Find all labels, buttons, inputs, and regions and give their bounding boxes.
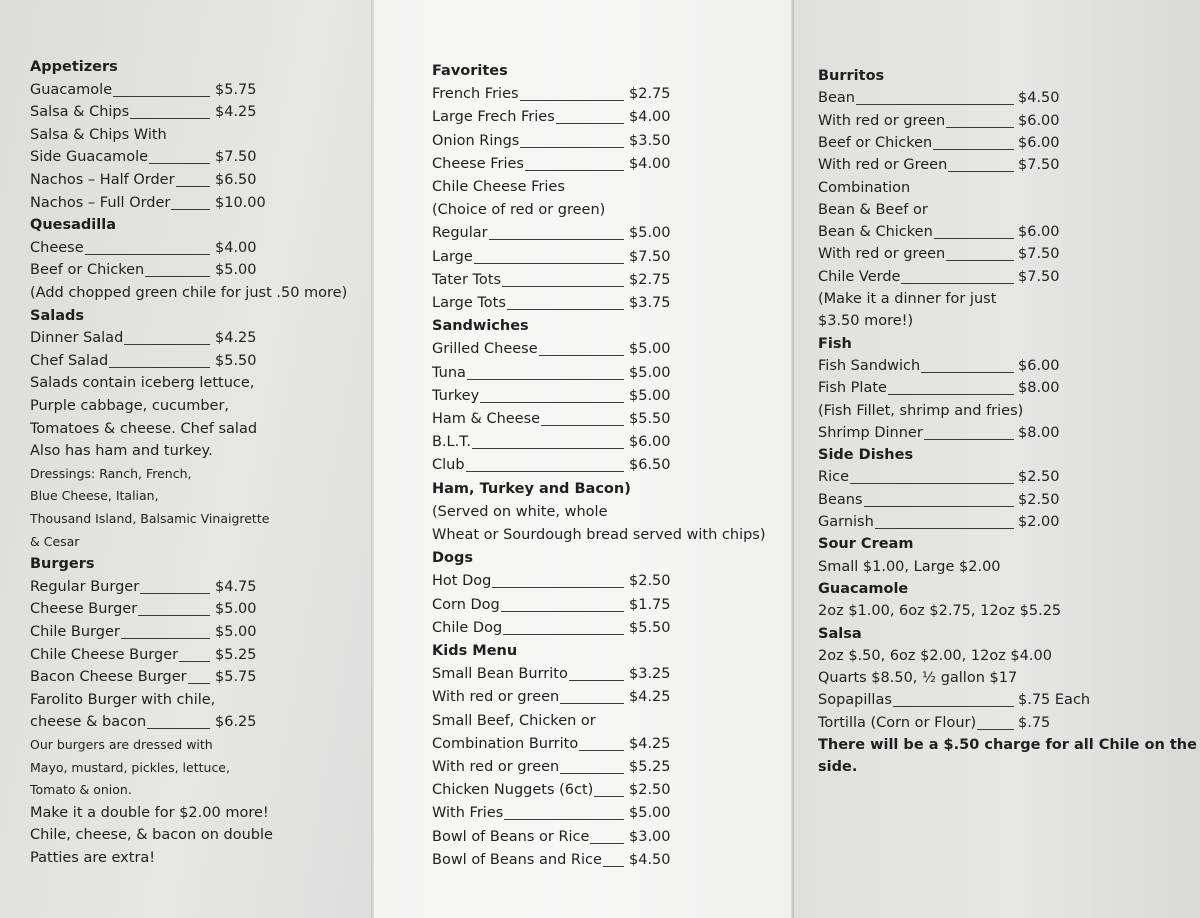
menu-line-patties-are-extra: Patties are extra! <box>30 850 156 866</box>
price-leader-line <box>569 680 624 681</box>
menu-line-beef-or-chicken: Beef or Chicken <box>30 262 145 279</box>
price-chef-salad: $5.50 <box>215 352 257 369</box>
menu-line-2oz-50-6oz-2-00-12oz-4-00: 2oz $.50, 6oz $2.00, 12oz $4.00 <box>818 647 1052 664</box>
price-garnish: $2.00 <box>1018 514 1060 530</box>
menu-line-salsa-chips-with: Salsa & Chips With <box>30 126 167 143</box>
menu-line-sopapillas: Sopapillas <box>818 692 892 709</box>
price-regular: $5.00 <box>629 225 671 242</box>
price-leader-line <box>504 819 624 820</box>
menu-line-cheese-fries: Cheese Fries <box>432 155 524 172</box>
menu-line-beans: Beans <box>818 491 863 508</box>
price-rice: $2.50 <box>1018 469 1060 486</box>
price-leader-line <box>85 254 210 255</box>
price-ham-cheese: $5.50 <box>629 411 671 427</box>
price-leader-line <box>472 448 624 449</box>
price-french-fries: $2.75 <box>629 86 671 103</box>
menu-line-regular: Regular <box>432 225 488 242</box>
price-small-bean-burrito: $3.25 <box>629 666 671 683</box>
menu-line-make-it-a-double-for-2-00-more: Make it a double for $2.00 more! <box>30 804 269 821</box>
price-tortilla-corn-or-flour: $.75 <box>1018 714 1051 731</box>
price-leader-line <box>934 238 1014 239</box>
price-leader-line <box>179 661 210 662</box>
menu-line-nachos-full-order: Nachos – Full Order <box>30 194 171 211</box>
menu-line-with-red-or-green: With red or green <box>432 759 560 775</box>
menu-line-chicken-nuggets-6ct: Chicken Nuggets (6ct) <box>432 782 594 799</box>
menu-line-nachos-half-order: Nachos – Half Order <box>30 172 175 188</box>
menu-line-cheese-bacon: cheese & bacon <box>30 714 147 731</box>
menu-line-bowl-of-beans-or-rice: Bowl of Beans or Rice <box>432 828 590 845</box>
menu-line-bean-chicken: Bean & Chicken <box>818 224 933 241</box>
price-onion-rings: $3.50 <box>629 132 671 149</box>
menu-line-fish-sandwich: Fish Sandwich <box>818 357 921 374</box>
price-corn-dog: $1.75 <box>629 596 671 613</box>
price-leader-line <box>188 683 210 684</box>
menu-line-combination-burrito: Combination Burrito <box>432 735 579 752</box>
section-heading-ham-turkey-and-bacon: Ham, Turkey and Bacon) <box>432 480 631 497</box>
section-heading-salsa: Salsa <box>818 625 862 642</box>
price-nachos-full-order: $10.00 <box>215 194 266 211</box>
menu-line-side: side. <box>818 759 858 776</box>
menu-line-2oz-1-00-6oz-2-75-12oz-5-25: 2oz $1.00, 6oz $2.75, 12oz $5.25 <box>818 603 1062 620</box>
menu-line-with-fries: With Fries <box>432 805 504 822</box>
price-large: $7.50 <box>629 248 671 265</box>
price-leader-line <box>466 471 624 472</box>
menu-line-farolito-burger-with-chile: Farolito Burger with chile, <box>30 691 216 708</box>
menu-line-guacamole: Guacamole <box>30 81 113 98</box>
section-heading-appetizers: Appetizers <box>30 59 118 75</box>
menu-line-dressings-ranch-french: Dressings: Ranch, French, <box>30 465 192 481</box>
price-leader-line <box>109 367 210 368</box>
price-chile-dog: $5.50 <box>629 619 671 636</box>
menu-line-beef-or-chicken: Beef or Chicken <box>818 134 933 151</box>
price-leader-line <box>541 425 624 426</box>
price-leader-line <box>520 100 624 101</box>
section-heading-side-dishes: Side Dishes <box>818 447 914 464</box>
price-leader-line <box>933 149 1014 150</box>
menu-panel-left <box>0 0 372 918</box>
price-leader-line <box>502 286 624 287</box>
price-regular-burger: $4.75 <box>215 578 257 595</box>
menu-line-onion-rings: Onion Rings <box>432 132 520 149</box>
menu-line-also-has-ham-and-turkey: Also has ham and turkey. <box>30 443 213 460</box>
menu-line-regular-burger: Regular Burger <box>30 578 140 595</box>
price-leader-line <box>579 750 624 751</box>
menu-line-our-burgers-are-dressed-with: Our burgers are dressed with <box>30 737 213 752</box>
price-leader-line <box>924 439 1014 440</box>
price-b-l-t: $6.00 <box>629 434 671 451</box>
price-beans: $2.50 <box>1018 491 1060 508</box>
price-leader-line <box>856 104 1014 105</box>
menu-line-fish-fillet-shrimp-and-fries: (Fish Fillet, shrimp and fries) <box>818 402 1024 419</box>
price-leader-line <box>977 729 1014 730</box>
menu-line-blue-cheese-italian: Blue Cheese, Italian, <box>30 488 159 504</box>
price-chicken-nuggets-6ct: $2.50 <box>629 782 671 799</box>
price-leader-line <box>501 611 624 612</box>
price-leader-line <box>560 703 624 704</box>
menu-line-corn-dog: Corn Dog <box>432 596 500 613</box>
menu-line-club: Club <box>432 457 465 474</box>
menu-line-choice-of-red-or-green: (Choice of red or green) <box>432 202 606 219</box>
fold-crease-left <box>371 0 374 918</box>
price-leader-line <box>520 147 624 148</box>
price-leader-line <box>948 171 1014 172</box>
price-leader-line <box>901 283 1014 284</box>
section-heading-burgers: Burgers <box>30 556 95 573</box>
menu-line-wheat-or-sourdough-bread-served-with-chips: Wheat or Sourdough bread served with chips) <box>432 527 766 543</box>
menu-line-chef-salad: Chef Salad <box>30 352 109 369</box>
price-leader-line <box>474 263 624 264</box>
menu-line-with-red-or-green: With red or green <box>432 689 560 706</box>
price-chile-cheese-burger: $5.25 <box>215 646 257 663</box>
price-leader-line <box>145 276 210 277</box>
price-large-frech-fries: $4.00 <box>629 109 671 126</box>
price-leader-line <box>525 170 624 171</box>
menu-line-served-on-white-whole: (Served on white, whole <box>432 503 608 520</box>
menu-line-thousand-island-balsamic-vinaigrette: Thousand Island, Balsamic Vinaigrette <box>30 511 270 526</box>
price-leader-line <box>121 638 210 639</box>
price-leader-line <box>480 402 624 403</box>
menu-line-chile-burger: Chile Burger <box>30 624 120 640</box>
menu-line-chile-cheese-fries: Chile Cheese Fries <box>432 179 565 195</box>
price-sopapillas: $.75 Each <box>1018 692 1091 709</box>
price-turkey: $5.00 <box>629 387 671 404</box>
price-side-guacamole: $7.50 <box>215 149 257 166</box>
menu-line-tortilla-corn-or-flour: Tortilla (Corn or Flour) <box>818 714 977 731</box>
price-bacon-cheese-burger: $5.75 <box>215 669 257 686</box>
price-leader-line <box>147 728 210 729</box>
menu-line-tomatoes-cheese-chef-salad: Tomatoes & cheese. Chef salad <box>30 420 258 437</box>
section-heading-guacamole: Guacamole <box>818 580 909 597</box>
price-leader-line <box>539 355 624 356</box>
price-with-red-or-green: $6.00 <box>1018 112 1060 129</box>
menu-line-combination: Combination <box>818 179 911 196</box>
menu-line-chile-cheese-bacon-on-double: Chile, cheese, & bacon on double <box>30 827 273 844</box>
menu-line-bacon-cheese-burger: Bacon Cheese Burger <box>30 669 187 686</box>
menu-line-garnish: Garnish <box>818 514 874 530</box>
menu-line-quarts-8-50-gallon-17: Quarts $8.50, ½ gallon $17 <box>818 670 1018 687</box>
price-bowl-of-beans-and-rice: $4.50 <box>629 851 671 868</box>
price-beef-or-chicken: $5.00 <box>215 262 257 279</box>
price-leader-line <box>560 773 624 774</box>
section-heading-quesadilla: Quesadilla <box>30 217 116 234</box>
price-leader-line <box>507 309 624 310</box>
menu-panel-middle <box>372 0 792 918</box>
section-heading-sandwiches: Sandwiches <box>432 318 529 335</box>
price-shrimp-dinner: $8.00 <box>1018 424 1060 441</box>
price-chile-verde: $7.50 <box>1018 268 1060 285</box>
menu-line-bean-beef-or: Bean & Beef or <box>818 201 928 218</box>
menu-line-small-beef-chicken-or: Small Beef, Chicken or <box>432 712 596 729</box>
price-with-red-or-green: $4.25 <box>629 689 671 706</box>
price-tuna: $5.00 <box>629 364 671 381</box>
price-leader-line <box>921 372 1014 373</box>
menu-line-salsa-chips: Salsa & Chips <box>30 104 130 121</box>
price-fish-sandwich: $6.00 <box>1018 357 1060 374</box>
section-heading-kids-menu: Kids Menu <box>432 643 518 659</box>
menu-line-tomato-onion: Tomato & onion. <box>30 782 132 798</box>
menu-line-cesar: & Cesar <box>30 533 80 549</box>
menu-line-side-guacamole: Side Guacamole <box>30 149 149 166</box>
price-combination-burrito: $4.25 <box>629 735 671 752</box>
menu-panel-right <box>792 0 1200 918</box>
price-leader-line <box>875 528 1014 529</box>
price-leader-line <box>556 123 624 124</box>
menu-line-with-red-or-green: With red or green <box>818 112 946 129</box>
price-with-red-or-green: $7.50 <box>1018 246 1060 263</box>
menu-line-cheese-burger: Cheese Burger <box>30 601 138 618</box>
menu-line-chile-verde: Chile Verde <box>818 268 901 285</box>
price-chile-burger: $5.00 <box>215 624 257 640</box>
price-leader-line <box>113 96 210 97</box>
price-nachos-half-order: $6.50 <box>215 172 257 188</box>
menu-line-small-bean-burrito: Small Bean Burrito <box>432 666 568 683</box>
menu-line-make-it-a-dinner-for-just: (Make it a dinner for just <box>818 291 997 307</box>
price-leader-line <box>864 506 1015 507</box>
menu-line-ham-cheese: Ham & Cheese <box>432 411 541 427</box>
section-heading-burritos: Burritos <box>818 68 885 84</box>
price-cheese-burger: $5.00 <box>215 601 257 618</box>
menu-line-grilled-cheese: Grilled Cheese <box>432 341 538 358</box>
menu-line-salads-contain-iceberg-lettuce: Salads contain iceberg lettuce, <box>30 375 255 392</box>
menu-line-with-red-or-green: With red or green <box>818 246 946 263</box>
price-leader-line <box>140 593 210 594</box>
menu-line-cheese: Cheese <box>30 239 84 256</box>
price-leader-line <box>946 127 1014 128</box>
menu-line-tuna: Tuna <box>432 364 466 381</box>
menu-line-purple-cabbage-cucumber: Purple cabbage, cucumber, <box>30 398 230 414</box>
fold-crease-right <box>791 0 794 918</box>
price-with-red-or-green: $5.25 <box>629 759 671 775</box>
price-leader-line <box>946 260 1014 261</box>
price-with-red-or-green: $7.50 <box>1018 157 1060 174</box>
price-bean-chicken: $6.00 <box>1018 224 1060 241</box>
price-club: $6.50 <box>629 457 671 474</box>
menu-line-dinner-salad: Dinner Salad <box>30 330 124 347</box>
price-with-fries: $5.00 <box>629 805 671 822</box>
menu-line-fish-plate: Fish Plate <box>818 380 887 397</box>
menu-line-rice: Rice <box>818 469 849 486</box>
price-leader-line <box>176 186 210 187</box>
section-heading-fish: Fish <box>818 335 852 352</box>
section-heading-dogs: Dogs <box>432 550 474 567</box>
menu-line-large-frech-fries: Large Frech Fries <box>432 109 555 126</box>
price-cheese: $4.00 <box>215 239 257 256</box>
section-heading-favorites: Favorites <box>432 63 508 79</box>
price-leader-line <box>489 239 624 240</box>
price-leader-line <box>590 843 624 844</box>
price-fish-plate: $8.00 <box>1018 380 1060 397</box>
price-leader-line <box>171 209 210 210</box>
price-dinner-salad: $4.25 <box>215 330 257 347</box>
price-cheese-fries: $4.00 <box>629 155 671 172</box>
menu-line-bowl-of-beans-and-rice: Bowl of Beans and Rice <box>432 851 602 868</box>
section-heading-sour-cream: Sour Cream <box>818 536 914 553</box>
menu-line-add-chopped-green-chile-for-just-50-more: (Add chopped green chile for just .50 more) <box>30 285 348 301</box>
menu-line-large-tots: Large Tots <box>432 295 506 311</box>
price-leader-line <box>138 615 210 616</box>
price-leader-line <box>503 634 624 635</box>
menu-line-with-red-or-green: With red or Green <box>818 157 948 174</box>
price-guacamole: $5.75 <box>215 81 257 98</box>
price-leader-line <box>149 163 210 164</box>
menu-line-mayo-mustard-pickles-lettuce: Mayo, mustard, pickles, lettuce, <box>30 759 230 775</box>
menu-line-small-1-00-large-2-00: Small $1.00, Large $2.00 <box>818 558 1001 575</box>
price-leader-line <box>492 587 624 588</box>
price-leader-line <box>603 866 624 867</box>
price-cheese-bacon: $6.25 <box>215 714 257 731</box>
price-large-tots: $3.75 <box>629 295 671 311</box>
menu-line-b-l-t: B.L.T. <box>432 434 471 451</box>
menu-line-chile-cheese-burger: Chile Cheese Burger <box>30 646 179 663</box>
price-salsa-chips: $4.25 <box>215 104 257 121</box>
price-leader-line <box>130 118 210 119</box>
menu-line-hot-dog: Hot Dog <box>432 573 492 590</box>
price-bean: $4.50 <box>1018 90 1060 107</box>
price-beef-or-chicken: $6.00 <box>1018 134 1060 151</box>
price-leader-line <box>124 344 210 345</box>
price-leader-line <box>893 706 1014 707</box>
menu-line-3-50-more: $3.50 more!) <box>818 313 914 330</box>
menu-line-bean: Bean <box>818 90 855 107</box>
price-leader-line <box>594 796 624 797</box>
menu-line-chile-dog: Chile Dog <box>432 619 503 636</box>
price-leader-line <box>888 394 1014 395</box>
section-heading-salads: Salads <box>30 307 84 324</box>
price-tater-tots: $2.75 <box>629 271 671 288</box>
price-bowl-of-beans-or-rice: $3.00 <box>629 828 671 845</box>
menu-line-french-fries: French Fries <box>432 86 519 103</box>
menu-line-large: Large <box>432 248 473 265</box>
menu-line-turkey: Turkey <box>432 387 480 404</box>
price-leader-line <box>850 483 1014 484</box>
menu-line-tater-tots: Tater Tots <box>432 271 502 288</box>
menu-line-shrimp-dinner: Shrimp Dinner <box>818 424 923 441</box>
price-grilled-cheese: $5.00 <box>629 341 671 358</box>
price-hot-dog: $2.50 <box>629 573 671 590</box>
price-leader-line <box>467 379 624 380</box>
menu-line-there-will-be-a-50-charge-for-all-chile-on-the: There will be a $.50 charge for all Chile on the <box>818 737 1197 753</box>
